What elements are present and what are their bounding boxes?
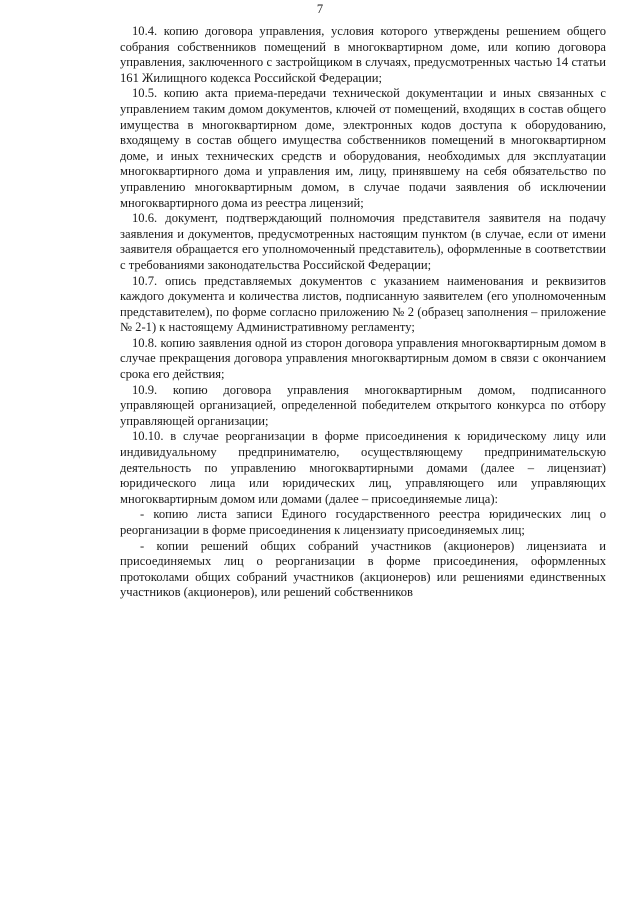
paragraph-10-4: 10.4. копию договора управления, условия которого утверждены решением общего собрания собственников помещений в многоквартирном доме, или копию договора управления, заключенного с застройщиком в случаях, предусмотренных частью 14 статьи 161 Жилищного кодекса Российской Федерации; <box>120 24 606 85</box>
list-item-egrul-copy: - копию листа записи Единого государственного реестра юридических лиц о реорганизации в форме присоединения к лицензиату присоединяемых лиц; <box>120 507 606 537</box>
paragraph-10-10: 10.10. в случае реорганизации в форме присоединения к юридическому лицу или индивидуальному предпринимателю, осуществляющему предпринимательскую деятельность по управлению многоквартирными домами (далее – лицензиат) юридического лица или юридических лиц, управляющего или управляющих многоквартирным домом или домами (далее – присоединяемые лица): <box>120 429 606 506</box>
page-number: 7 <box>316 2 324 16</box>
paragraph-10-9: 10.9. копию договора управления многоквартирным домом, подписанного управляющей организацией, определенной победителем открытого конкурса по отбору управляющей организации; <box>120 382 606 428</box>
paragraph-10-5: 10.5. копию акта приема-передачи технической документации и иных связанных с управлением таким домом документов, ключей от помещений, входящих в состав общего имущества в многоквартирном доме, электронных кодов доступа к оборудованию, входящему в состав общего имущества собственников помещений в многоквартирном доме, и иных технических средств и оборудования, необходимых для эксплуатации многоквартирного дома и управления им, лицу, принявшему на себя обязательство по управлению многоквартирным домом, в случае подачи заявления об исключении многоквартирного дома из реестра лицензий; <box>120 86 606 210</box>
list-item-meeting-decisions: - копии решений общих собраний участников (акционеров) лицензиата и присоединяемых лиц о реорганизации в форме присоединения, оформленных протоколами общих собраний участников (акционеров) или решениями единственных участников (акционеров), или решений собственников <box>120 538 606 600</box>
paragraph-10-8: 10.8. копию заявления одной из сторон договора управления многоквартирным домом в случае прекращения договора управления многоквартирным домом в связи с окончанием срока его действия; <box>120 335 606 382</box>
paragraph-10-7: 10.7. опись представляемых документов с указанием наименования и реквизитов каждого документа и количества листов, подписанную заявителем (его уполномоченным представителем), по форме согласно приложению № 2 (образец заполнения – приложение № 2-1) к настоящему Административному регламенту; <box>120 273 606 335</box>
document-body <box>120 24 606 601</box>
paragraph-10-6: 10.6. документ, подтверждающий полномочия представителя заявителя на подачу заявления и документов, предусмотренных настоящим пунктом (в случае, если от имени заявителя обращается его уполномоченный представитель), оформленные в соответствии с требованиями законодательства Российской Федерации; <box>120 211 606 272</box>
